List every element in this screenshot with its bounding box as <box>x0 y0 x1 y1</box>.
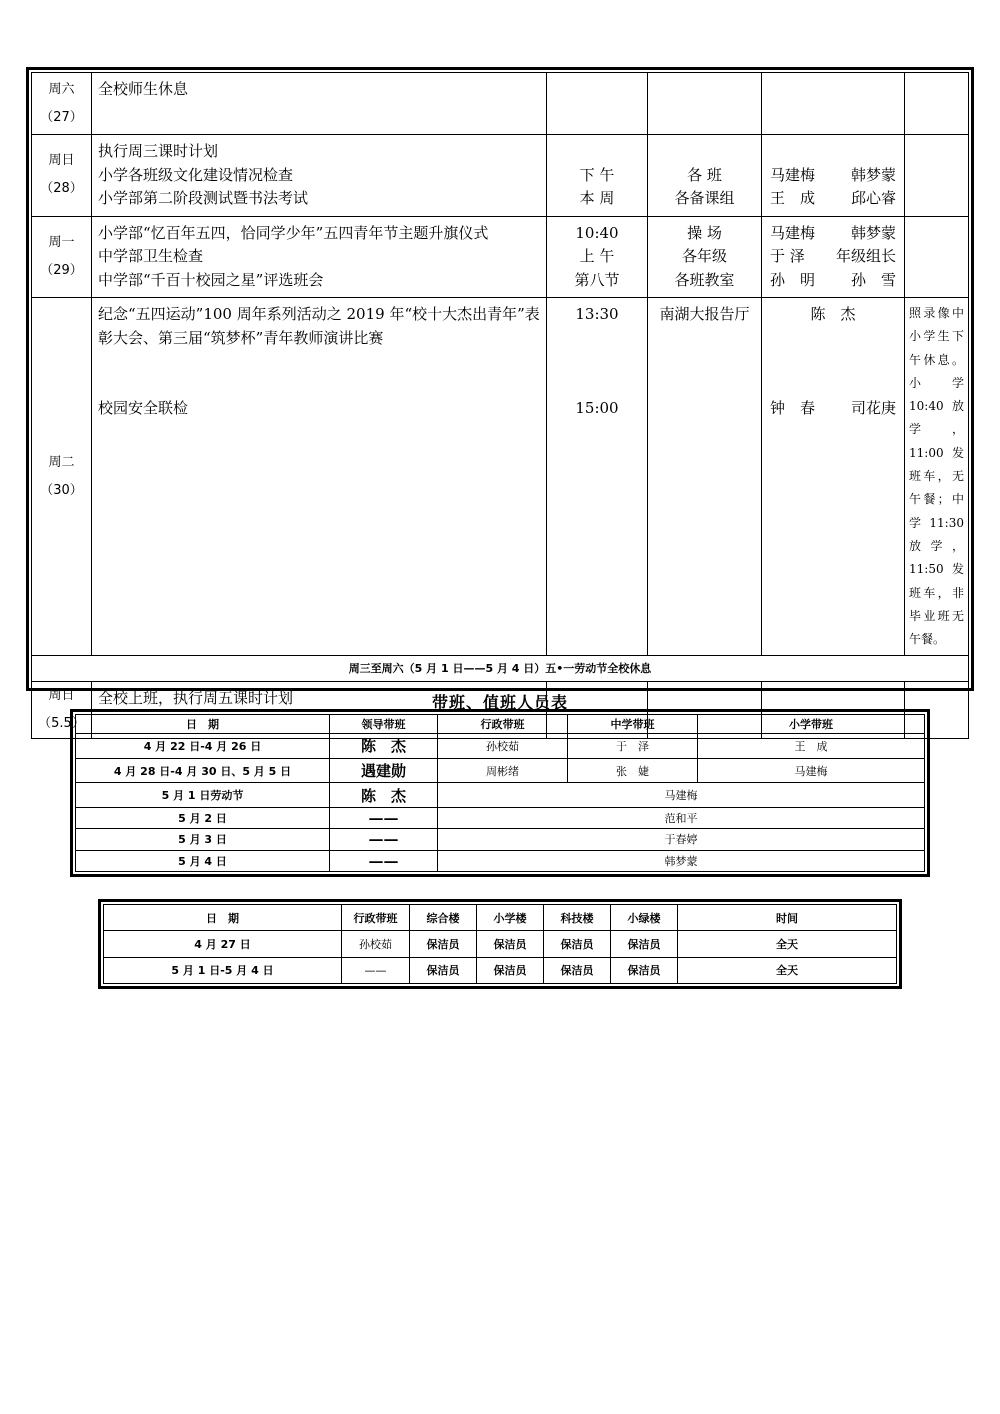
activity-cell <box>92 298 547 656</box>
duty-leader: 遇建勋 <box>330 758 438 783</box>
table-row <box>104 931 897 957</box>
time-text: 上 午 <box>579 247 615 265</box>
place-cell <box>648 73 762 135</box>
cleaning-admin: —— <box>342 957 410 983</box>
duty-date: 5 月 4 日 <box>76 850 330 871</box>
table-row <box>76 829 925 850</box>
duty-date: 5 月 1 日劳动节 <box>76 783 330 808</box>
cleaning-time: 全天 <box>678 931 897 957</box>
duty-middle: 张 婕 <box>568 758 698 783</box>
activity-line: 全校上班，执行周五课时计划 <box>98 689 294 708</box>
person-name: 钟 春 <box>770 399 816 417</box>
activity-line: 执行周三课时计划 <box>98 142 219 160</box>
activity-line: 校园安全联检 <box>98 399 189 417</box>
cleaning-time: 全天 <box>678 957 897 983</box>
place-text: 南湖大报告厅 <box>659 305 750 323</box>
time-cell <box>547 135 648 217</box>
activity-line: 小学各班级文化建设情况检查 <box>98 165 294 184</box>
place-text: 各年级 <box>681 247 727 265</box>
header-admin: 行政带班 <box>342 905 410 931</box>
cleaning-staff: 保洁员 <box>410 957 477 983</box>
duty-merged: 于春婷 <box>438 829 925 850</box>
person-name: 邱心睿 <box>850 189 896 207</box>
place-text: 操 场 <box>687 223 722 242</box>
person-name: 于 泽 <box>770 247 805 265</box>
header-primary: 小学带班 <box>698 715 925 734</box>
header-building: 科技楼 <box>544 905 611 931</box>
persons-cell <box>762 135 905 217</box>
duty-leader: —— <box>330 850 438 871</box>
schedule-row-tue <box>32 298 969 656</box>
person-name: 韩梦蒙 <box>850 165 896 184</box>
day-date: （29） <box>40 262 83 278</box>
duty-table <box>75 714 925 872</box>
persons-cell <box>762 73 905 135</box>
day-cell <box>32 216 92 298</box>
header-building: 小绿楼 <box>611 905 678 931</box>
header-leader: 领导带班 <box>330 715 438 734</box>
cleaning-staff: 保洁员 <box>410 931 477 957</box>
cleaning-staff: 保洁员 <box>611 931 678 957</box>
header-building: 综合楼 <box>410 905 477 931</box>
cleaning-table-frame <box>98 899 902 989</box>
schedule-row-sat <box>32 73 969 135</box>
time-cell <box>547 73 648 135</box>
duty-merged: 韩梦蒙 <box>438 850 925 871</box>
day-cell <box>32 73 92 135</box>
day-label: 周六 <box>48 81 75 97</box>
time-text: 15:00 <box>575 399 619 417</box>
cleaning-staff: 保洁员 <box>544 931 611 957</box>
day-label: 周日 <box>48 688 75 704</box>
schedule-row-mon <box>32 216 969 298</box>
activity-line: 中学部“千百十校园之星”评选班会 <box>98 270 324 289</box>
header-middle: 中学带班 <box>568 715 698 734</box>
duty-admin: 周彬绪 <box>438 758 568 783</box>
note-cell <box>905 135 969 217</box>
day-date: （28） <box>40 181 83 197</box>
persons-cell <box>762 216 905 298</box>
day-label: 周一 <box>48 234 75 250</box>
header-building: 小学楼 <box>477 905 544 931</box>
cleaning-staff: 保洁员 <box>611 957 678 983</box>
cleaning-staff: 保洁员 <box>477 957 544 983</box>
persons-cell <box>762 298 905 656</box>
cleaning-staff: 保洁员 <box>477 931 544 957</box>
duty-merged: 范和平 <box>438 808 925 829</box>
header-date: 日 期 <box>76 715 330 734</box>
person-name: 陈 杰 <box>810 305 856 323</box>
duty-leader: —— <box>330 829 438 850</box>
time-text: 下 午 <box>579 165 615 184</box>
person-name: 孙 雪 <box>850 270 896 289</box>
table-row <box>76 850 925 871</box>
header-date: 日 期 <box>104 905 342 931</box>
cleaning-table <box>103 904 897 984</box>
duty-admin: 孙校茹 <box>438 734 568 759</box>
cleaning-date: 5 月 1 日-5 月 4 日 <box>104 957 342 983</box>
place-cell <box>648 298 762 656</box>
schedule-row-sun <box>32 135 969 217</box>
table-row <box>76 734 925 759</box>
place-text: 各备课组 <box>674 189 735 207</box>
duty-leader: 陈 杰 <box>330 783 438 808</box>
activity-line: 小学部第二阶段测试暨书法考试 <box>98 189 309 207</box>
duty-table-frame <box>70 709 930 877</box>
duty-date: 5 月 2 日 <box>76 808 330 829</box>
table-row <box>76 758 925 783</box>
duty-header-row <box>76 715 925 734</box>
duty-leader: 陈 杰 <box>330 734 438 759</box>
schedule-table <box>31 72 977 739</box>
header-admin: 行政带班 <box>438 715 568 734</box>
activity-cell <box>92 73 547 135</box>
cleaning-admin: 孙校茹 <box>342 931 410 957</box>
person-name: 韩梦蒙 <box>850 223 896 242</box>
note-cell <box>905 216 969 298</box>
duty-date: 4 月 22 日-4 月 26 日 <box>76 734 330 759</box>
place-text: 各班教室 <box>674 270 735 289</box>
duty-middle: 于 泽 <box>568 734 698 759</box>
note-cell <box>905 73 969 135</box>
note-cell: 照录像中小学生下午休息。小 学 10:40 放学，11:00 发班车，无午餐；中 学 11:30 放学，11:50 发班车，非毕业班无午餐。 <box>905 298 969 656</box>
place-text: 各 班 <box>687 165 722 184</box>
person-name: 马建梅 <box>770 223 816 242</box>
holiday-banner: 周三至周六（5 月 1 日——5 月 4 日）五•一劳动节全校休息 <box>32 656 969 682</box>
cleaning-header-row <box>104 905 897 931</box>
time-cell <box>547 298 648 656</box>
header-time: 时间 <box>678 905 897 931</box>
duty-primary: 马建梅 <box>698 758 925 783</box>
person-name: 王 成 <box>770 189 816 207</box>
duty-date: 4 月 28 日-4 月 30 日、5 月 5 日 <box>76 758 330 783</box>
day-label: 周日 <box>48 153 75 169</box>
table-row <box>76 783 925 808</box>
activity-cell <box>92 216 547 298</box>
day-label: 周二 <box>48 454 75 470</box>
table-row <box>76 808 925 829</box>
day-date: （5.5） <box>38 716 85 732</box>
person-name: 马建梅 <box>770 165 816 184</box>
time-text: 第八节 <box>574 270 620 289</box>
time-text: 本 周 <box>579 189 615 207</box>
day-cell <box>32 135 92 217</box>
place-cell <box>648 135 762 217</box>
duty-table-title: 带班、值班人员表 <box>431 693 568 712</box>
cleaning-staff: 保洁员 <box>544 957 611 983</box>
person-name: 孙 明 <box>770 270 816 289</box>
duty-primary: 王 成 <box>698 734 925 759</box>
place-cell <box>648 216 762 298</box>
day-date: （30） <box>40 482 83 498</box>
activity-line: 纪念“五四运动”100 周年系列活动之 2019 年“校十大杰出青年”表彰大会、第三届“筑梦杯”青年教师演讲比赛 <box>98 305 540 347</box>
activity-line: 中学部卫生检查 <box>98 247 204 265</box>
duty-date: 5 月 3 日 <box>76 829 330 850</box>
duty-leader: —— <box>330 808 438 829</box>
activity-line: 全校师生休息 <box>98 80 189 98</box>
time-text: 13:30 <box>575 305 619 323</box>
time-text: 10:40 <box>575 223 619 242</box>
table-row <box>104 957 897 983</box>
day-date: （27） <box>40 109 83 125</box>
holiday-banner-row <box>32 656 969 682</box>
activity-line: 小学部“忆百年五四，恰同学少年”五四青年节主题升旗仪式 <box>98 223 489 242</box>
person-name: 司花庚 <box>850 399 896 417</box>
time-cell <box>547 216 648 298</box>
duty-merged: 马建梅 <box>438 783 925 808</box>
day-cell <box>32 298 92 656</box>
cleaning-date: 4 月 27 日 <box>104 931 342 957</box>
person-name: 年级组长 <box>835 247 896 265</box>
activity-cell <box>92 135 547 217</box>
